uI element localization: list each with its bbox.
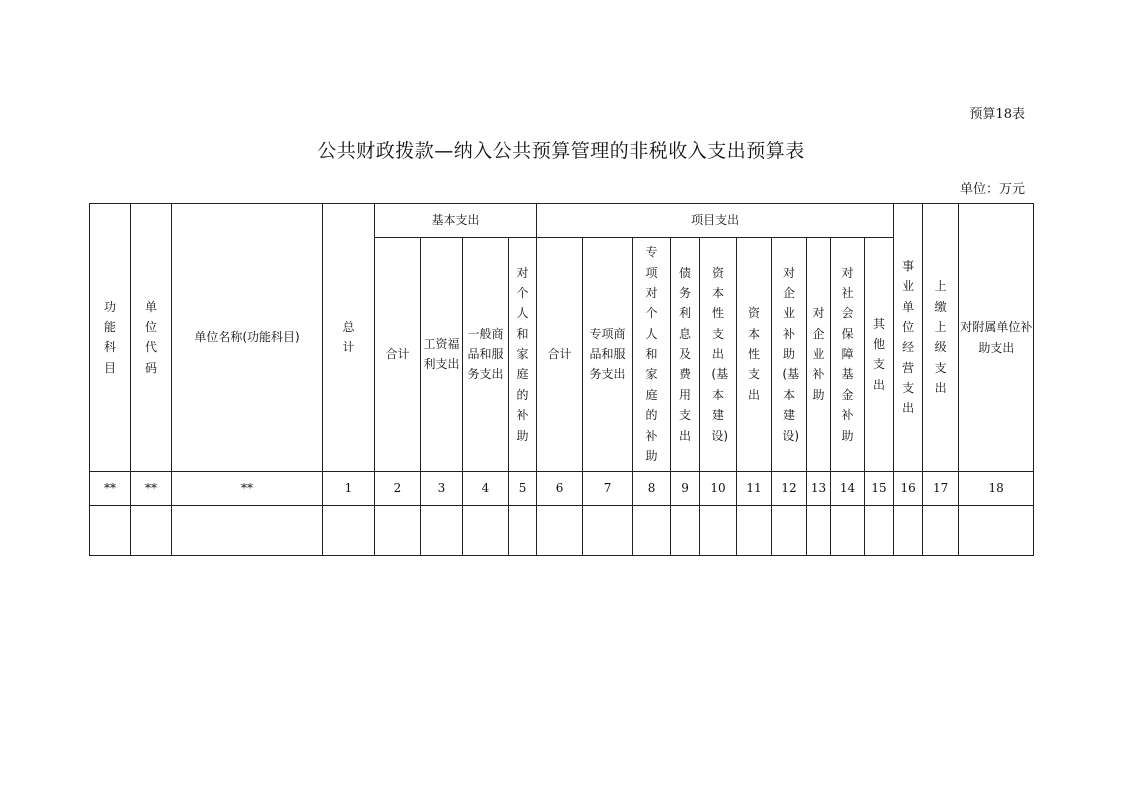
code-cell: 3	[421, 472, 463, 506]
code-cell: 13	[807, 472, 831, 506]
data-cell[interactable]	[537, 506, 583, 556]
code-cell: 2	[375, 472, 421, 506]
data-cell[interactable]	[807, 506, 831, 556]
header-project-capital: 资本性支出	[737, 238, 772, 472]
code-cell: 7	[583, 472, 633, 506]
code-cell: **	[131, 472, 172, 506]
header-func-subject: 功能科目	[90, 204, 131, 472]
header-public-institution: 事业单位经营支出	[894, 204, 923, 472]
header-project-expenditure: 项目支出	[537, 204, 894, 238]
header-project-enterprise: 对企业补助	[807, 238, 831, 472]
header-project-other: 其他支出	[865, 238, 894, 472]
code-row	[90, 472, 1034, 506]
header-basic-personal: 对个人和家庭的补助	[509, 238, 537, 472]
header-basic-expenditure: 基本支出	[375, 204, 537, 238]
header-unit-code: 单位代码	[131, 204, 172, 472]
data-cell[interactable]	[737, 506, 772, 556]
data-cell[interactable]	[375, 506, 421, 556]
data-cell[interactable]	[671, 506, 700, 556]
data-cell[interactable]	[633, 506, 671, 556]
header-basic-wage: 工资福利支出	[421, 238, 463, 472]
data-cell[interactable]	[583, 506, 633, 556]
data-cell[interactable]	[323, 506, 375, 556]
data-cell[interactable]	[894, 506, 923, 556]
data-cell[interactable]	[772, 506, 807, 556]
data-cell[interactable]	[131, 506, 172, 556]
code-cell: 12	[772, 472, 807, 506]
data-cell[interactable]	[865, 506, 894, 556]
header-subsidiary: 对附属单位补助支出	[959, 204, 1034, 472]
header-project-capital-basic: 资本性支出(基本建设)	[700, 238, 737, 472]
header-project-goods: 专项商品和服务支出	[583, 238, 633, 472]
code-cell: **	[172, 472, 323, 506]
data-cell[interactable]	[959, 506, 1034, 556]
data-cell[interactable]	[463, 506, 509, 556]
header-project-enterprise-basic: 对企业补助(基本建设)	[772, 238, 807, 472]
data-cell[interactable]	[923, 506, 959, 556]
budget-table	[89, 203, 1034, 556]
data-cell[interactable]	[90, 506, 131, 556]
code-cell: 17	[923, 472, 959, 506]
code-cell: 8	[633, 472, 671, 506]
header-basic-subtotal: 合计	[375, 238, 421, 472]
data-row-empty	[90, 506, 1034, 556]
code-cell: 18	[959, 472, 1034, 506]
code-cell: 5	[509, 472, 537, 506]
unit-label: 单位：万元	[959, 182, 1025, 197]
code-cell: 11	[737, 472, 772, 506]
table-number: 预算18表	[969, 107, 1025, 122]
data-cell[interactable]	[172, 506, 323, 556]
header-project-debt: 债务利息及费用支出	[671, 238, 700, 472]
header-basic-goods: 一般商品和服务支出	[463, 238, 509, 472]
code-cell: **	[90, 472, 131, 506]
header-total: 总计	[323, 204, 375, 472]
code-cell: 9	[671, 472, 700, 506]
header-unit-name: 单位名称(功能科目)	[172, 204, 323, 472]
code-cell: 1	[323, 472, 375, 506]
header-upper-payment: 上缴上级支出	[923, 204, 959, 472]
data-cell[interactable]	[700, 506, 737, 556]
code-cell: 14	[831, 472, 865, 506]
code-cell: 16	[894, 472, 923, 506]
data-cell[interactable]	[831, 506, 865, 556]
header-project-personal: 专项对个人和家庭的补助	[633, 238, 671, 472]
header-project-subtotal: 合计	[537, 238, 583, 472]
data-cell[interactable]	[509, 506, 537, 556]
code-cell: 4	[463, 472, 509, 506]
code-cell: 10	[700, 472, 737, 506]
code-cell: 6	[537, 472, 583, 506]
page-title: 公共财政拨款—纳入公共预算管理的非税收入支出预算表	[317, 140, 805, 162]
code-cell: 15	[865, 472, 894, 506]
data-cell[interactable]	[421, 506, 463, 556]
header-project-social: 对社会保障基金补助	[831, 238, 865, 472]
